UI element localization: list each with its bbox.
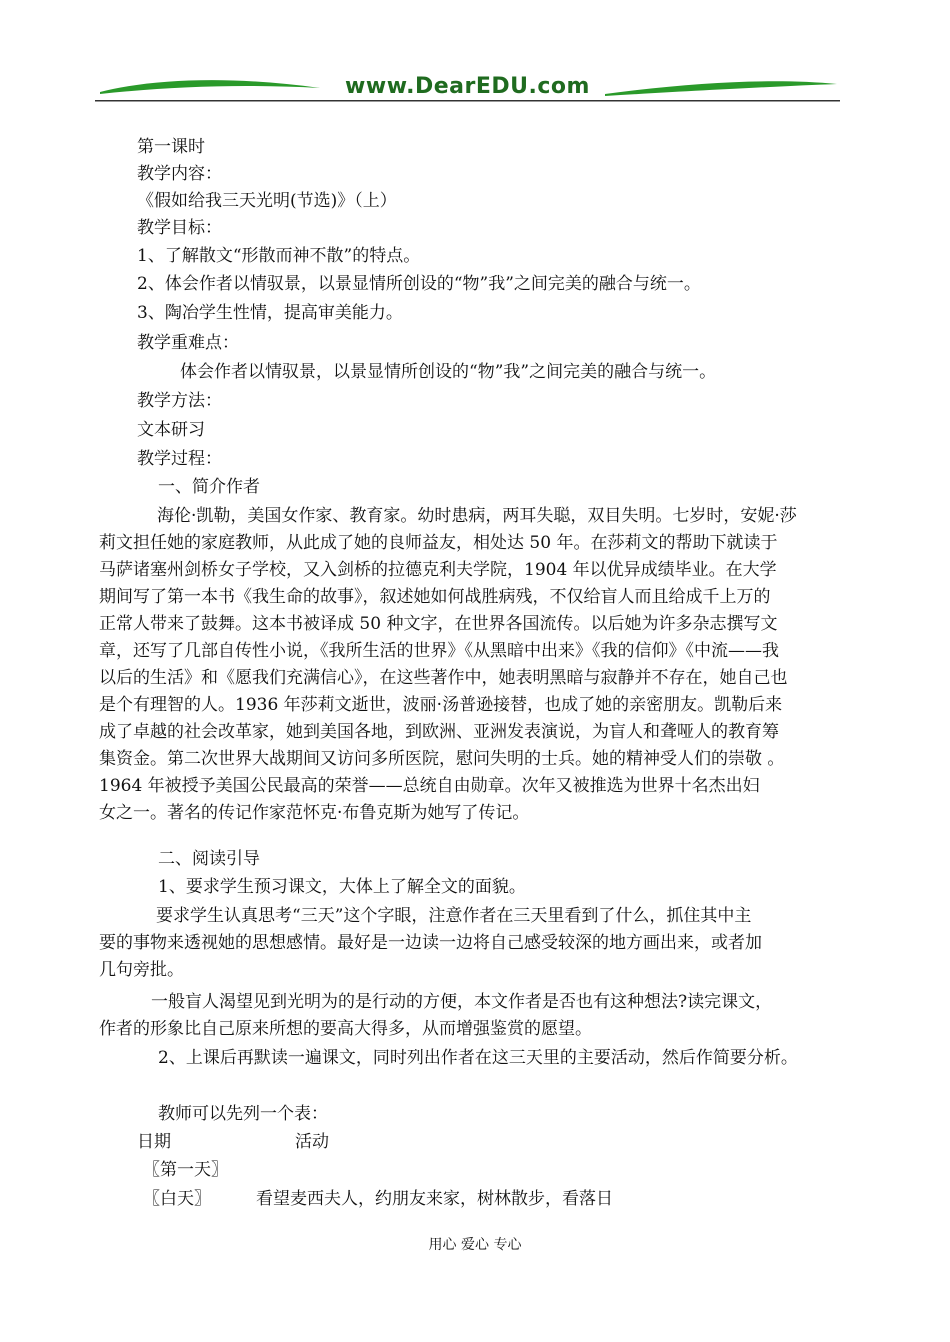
lesson-title: 第一课时 [137,137,205,157]
reading-item-2: 2、上课后再默读一遍课文，同时列出作者在这三天里的主要活动，然后作简要分析。 [158,1048,798,1068]
para-a-line: 要求学生认真思考“三天”这个字眼，注意作者在三天里看到了什么，抓住其中主 [156,906,752,926]
column-activity: 活动 [295,1132,329,1152]
intro-line: 莉文担任她的家庭教师，从此成了她的良师益友，相处达 50 年。在莎莉文的帮助下就读于 [99,533,778,553]
content-heading: 教学内容： [137,164,222,184]
site-header-logo [95,72,840,106]
goal-1: 1、了解散文“形散而神不散”的特点。 [137,246,421,266]
intro-line: 以后的生活》和《愿我们充满信心》，在这些著作中，她表明黑暗与寂静并不存在，她自己也 [99,668,788,688]
goal-2: 2、体会作者以情驭景，以景显情所创设的“物”我”之间完美的融合与统一。 [137,274,701,294]
daytime-activity: 看望麦西夫人，约朋友来家，树林散步，看落日 [256,1189,613,1209]
para-b-line: 作者的形象比自己原来所想的要高大得多，从而增强鉴赏的愿望。 [99,1019,592,1039]
intro-line: 正常人带来了鼓舞。这本书被译成 50 种文字，在世界各国流传。以后她为许多杂志撰写文 [99,614,778,634]
difficulty-heading: 教学重难点： [137,333,239,353]
method-text: 文本研习 [137,420,205,440]
text-title: 《假如给我三天光明(节选)》（上） [137,191,397,211]
logo-text: www.DearEDU.com [345,74,590,99]
difficulty-text: 体会作者以情驭景，以景显情所创设的“物”我”之间完美的融合与统一。 [180,362,717,382]
process-heading: 教学过程： [137,449,222,469]
goals-heading: 教学目标： [137,218,222,238]
para-a-line: 要的事物来透视她的思想感情。最好是一边读一边将自己感受较深的地方画出来，或者加 [99,933,762,953]
section-1-title: 一、简介作者 [158,477,260,497]
intro-line: 成了卓越的社会改革家，她到美国各地，到欧洲、亚洲发表演说，为盲人和聋哑人的教育筹 [99,722,779,742]
method-heading: 教学方法： [137,391,222,411]
column-date: 日期 [137,1132,171,1152]
intro-line: 女之一。著名的传记作家范怀克·布鲁克斯为她写了传记。 [99,803,530,823]
table-intro: 教师可以先列一个表： [158,1104,328,1124]
author-intro-paragraph [99,503,844,827]
intro-line: 集资金。第二次世界大战期间又访问多所医院，慰问失明的士兵。她的精神受人们的崇敬 。 [99,749,785,769]
intro-line: 是个有理智的人。1936 年莎莉文逝世，波丽·汤普逊接替，也成了她的亲密朋友。凯勒后来 [99,695,783,715]
section-2-title: 二、阅读引导 [158,849,260,869]
intro-line: 海伦·凯勒，美国女作家、教育家。幼时患病，两耳失聪，双目失明。七岁时，安妮·莎 [157,506,797,526]
goal-3: 3、陶冶学生性情，提高审美能力。 [137,303,403,323]
reading-paragraph-b [99,989,844,1043]
intro-line: 章，还写了几部自传性小说，《我所生活的世界》《从黑暗中出来》《我的信仰》《中流——我 [99,641,779,661]
intro-line: 马萨诸塞州剑桥女子学校，又入剑桥的拉德克利夫学院，1904 年以优异成绩毕业。在大学 [99,560,777,580]
daytime-label: 〖白天〗 [143,1189,211,1209]
para-b-line: 一般盲人渴望见到光明为的是行动的方便，本文作者是否也有这种想法?读完课文， [151,992,773,1012]
day-one-label: 〖第一天〗 [143,1160,228,1180]
para-a-line: 几句旁批。 [99,960,184,980]
intro-line: 1964 年被授予美国公民最高的荣誉——总统自由勋章。次年又被推选为世界十名杰出妇 [99,776,760,796]
intro-line: 期间写了第一本书《我生命的故事》，叙述她如何战胜病残，不仅给盲人而且给成千上万的 [99,587,771,607]
page-footer: 用心 爱心 专心 [428,1237,522,1253]
reading-item-1: 1、要求学生预习课文，大体上了解全文的面貌。 [158,877,526,897]
reading-paragraph-a [99,903,844,984]
